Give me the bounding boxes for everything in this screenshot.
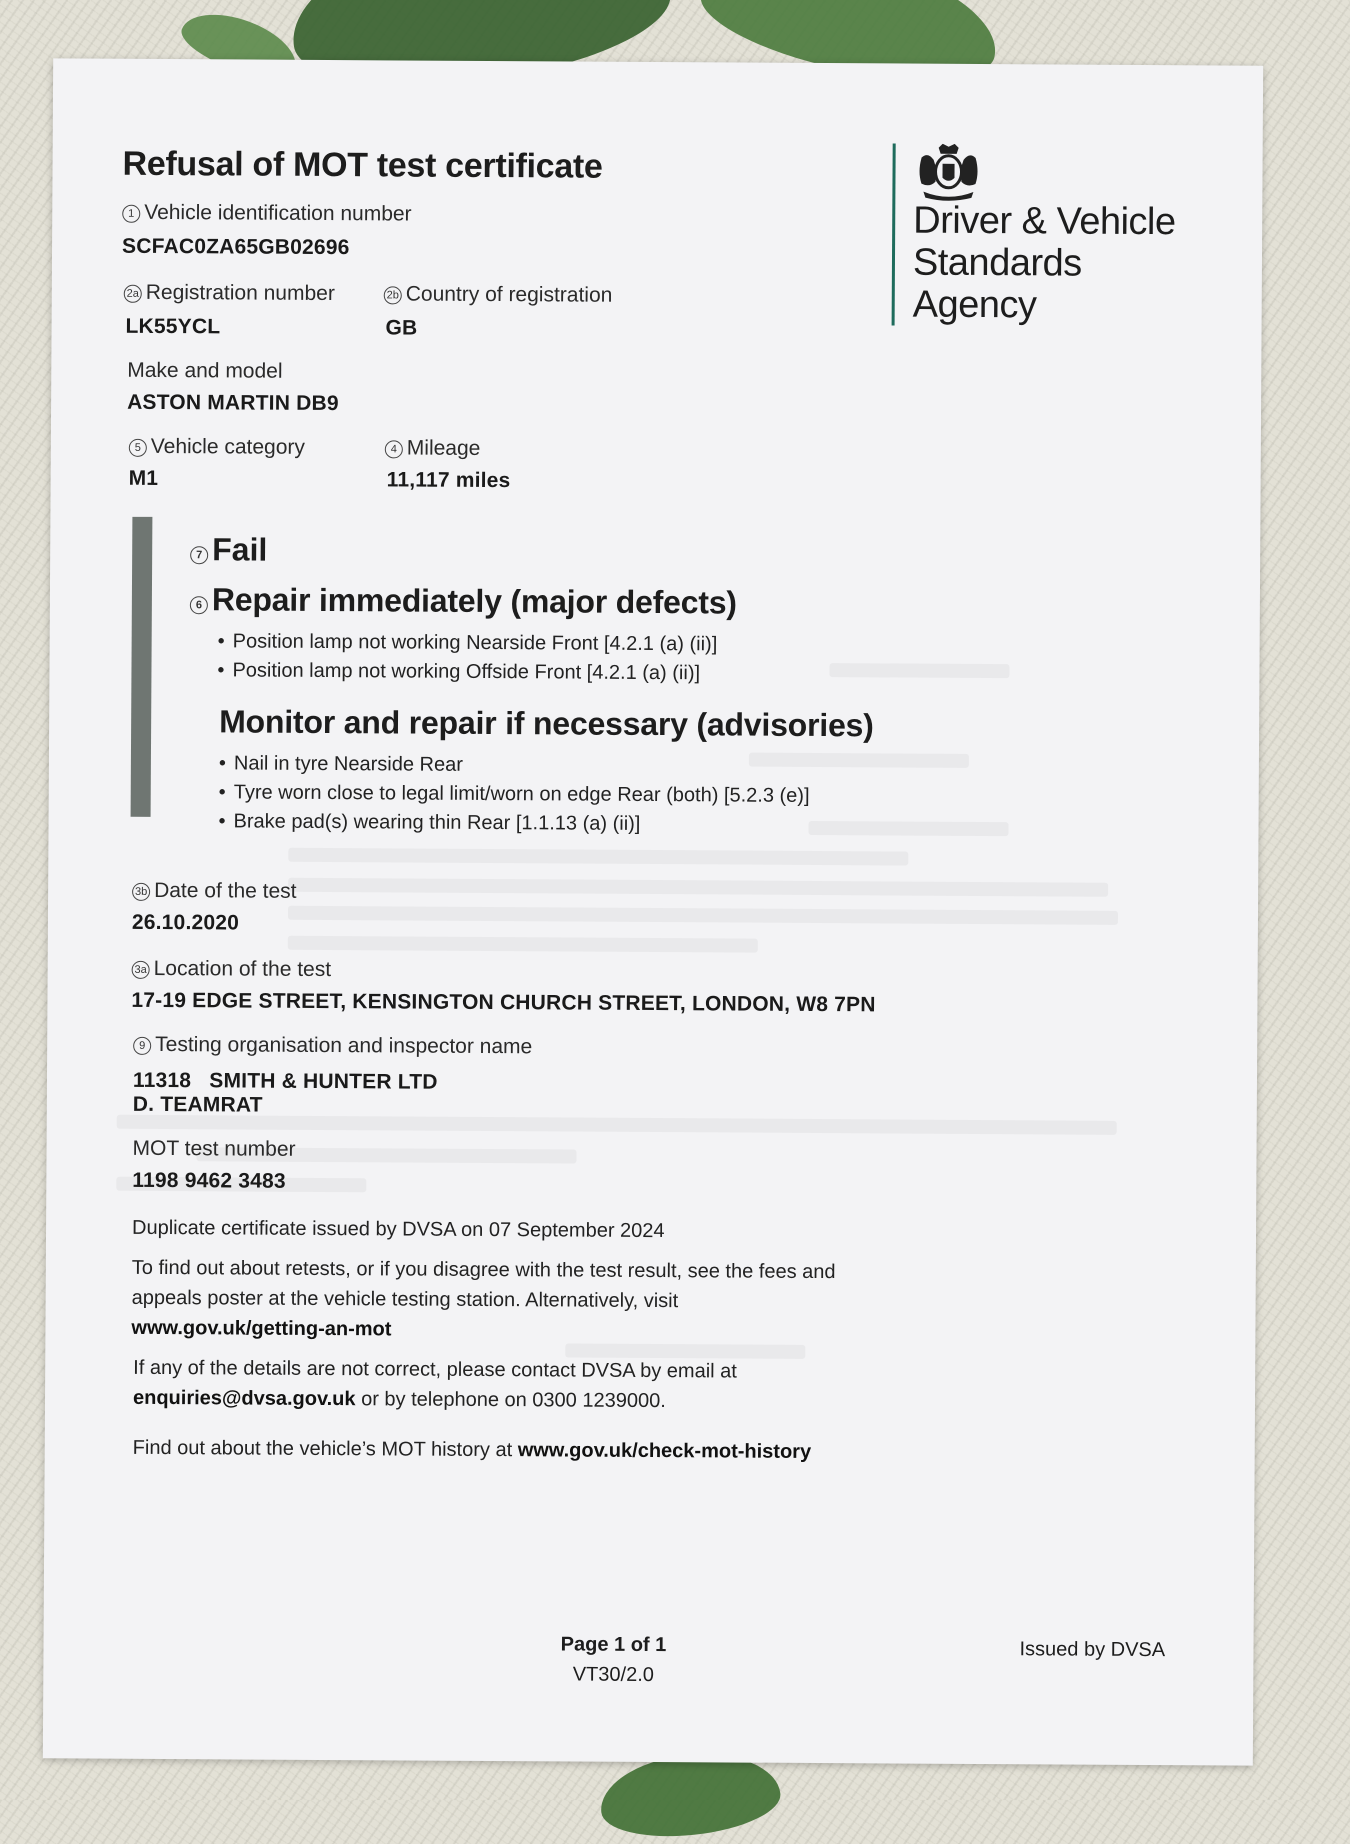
field-number-icon: 6	[190, 596, 208, 614]
advisories-list	[218, 749, 809, 840]
result-section-bar	[131, 517, 153, 817]
mot-certificate-paper	[43, 58, 1263, 1765]
organisation-name: SMITH & HUNTER LTD	[209, 1069, 438, 1094]
page-title: Refusal of MOT test certificate	[122, 144, 603, 186]
dvsa-email-link[interactable]: enquiries@dvsa.gov.uk	[132, 1386, 356, 1411]
test-number-value: 1198 9462 3483	[132, 1168, 286, 1193]
retests-note: To find out about retests, or if you disagree with the test result, see the fees and appeals poster at the vehicle testing station. Alternatively, visit www.gov.uk/getting-an-mot	[131, 1256, 836, 1341]
inspector-name: D. TEAMRAT	[132, 1092, 263, 1117]
list-item: • Brake pad(s) wearing thin Rear [1.1.13 (a) (ii)]	[218, 807, 809, 840]
field-number-icon: 3b	[132, 883, 150, 901]
registration-label: 2a Registration number	[124, 281, 335, 306]
getting-an-mot-link[interactable]: www.gov.uk/getting-an-mot	[131, 1316, 392, 1341]
organisation-code: 11318	[132, 1068, 192, 1093]
list-item: • Tyre worn close to legal limit/worn on edge Rear (both) [5.2.3 (e)]	[219, 778, 810, 811]
country-label: 2b Country of registration	[384, 282, 613, 307]
vin-value: SCFAC0ZA65GB02696	[121, 234, 350, 260]
page-footer	[543, 1629, 683, 1690]
field-number-icon: 2b	[384, 286, 402, 304]
registration-value: LK55YCL	[125, 314, 221, 339]
test-location-label: 3a Location of the test	[132, 957, 332, 982]
list-item: • Position lamp not working Nearside Front [4.2.1 (a) (ii)]	[218, 627, 718, 659]
field-number-icon: 4	[385, 440, 403, 458]
country-value: GB	[385, 316, 418, 340]
history-note: Find out about the vehicle’s MOT history at www.gov.uk/check-mot-history	[132, 1436, 812, 1463]
test-date-label: 3b Date of the test	[132, 879, 297, 904]
page-number: Page 1 of 1	[560, 1633, 667, 1657]
royal-coat-of-arms-icon	[913, 144, 983, 202]
test-result: 7 Fail	[190, 531, 267, 568]
field-number-icon: 2a	[124, 285, 142, 303]
field-number-icon: 7	[190, 546, 208, 564]
major-defects-heading: 6 Repair immediately (major defects)	[190, 581, 737, 621]
duplicate-note: Duplicate certificate issued by DVSA on 07 September 2024	[131, 1216, 665, 1243]
field-number-icon: 1	[122, 205, 140, 223]
make-model-label: Make and model	[127, 358, 283, 383]
dvsa-logo	[892, 143, 1176, 327]
issued-by: Issued by DVSA	[1019, 1638, 1166, 1662]
vin-label: 1 Vehicle identification number	[122, 201, 411, 227]
category-value: M1	[128, 466, 159, 490]
field-number-icon: 9	[133, 1037, 151, 1055]
list-item: • Position lamp not working Offside Front [4.2.1 (a) (ii)]	[217, 656, 717, 688]
test-location-value: 17-19 EDGE STREET, KENSINGTON CHURCH STREET, LONDON, W8 7PN	[131, 988, 876, 1017]
test-date-value: 26.10.2020	[131, 910, 240, 935]
field-number-icon: 5	[129, 439, 147, 457]
mileage-label: 4 Mileage	[385, 436, 481, 461]
category-label: 5 Vehicle category	[129, 435, 305, 460]
organisation-label: 9 Testing organisation and inspector name	[133, 1033, 532, 1059]
list-item: • Nail in tyre Nearside Rear	[219, 749, 810, 782]
field-number-icon: 3a	[132, 961, 150, 979]
make-model-value: ASTON MARTIN DB9	[127, 390, 339, 416]
advisories-heading: Monitor and repair if necessary (advisories)	[219, 703, 874, 744]
organisation-value	[133, 1069, 438, 1119]
mileage-value: 11,117 miles	[386, 468, 511, 493]
check-mot-history-link[interactable]: www.gov.uk/check-mot-history	[517, 1439, 812, 1463]
major-defects-list	[217, 627, 717, 688]
form-code: VT30/2.0	[572, 1663, 654, 1687]
contact-note: If any of the details are not correct, please contact DVSA by email at enquiries@dvsa.gov.uk or by telephone on 0300 1239000.	[132, 1356, 737, 1413]
dvsa-logo-text: Driver & Vehicle Standards Agency	[912, 199, 1176, 327]
test-number-label: MOT test number	[132, 1136, 296, 1161]
